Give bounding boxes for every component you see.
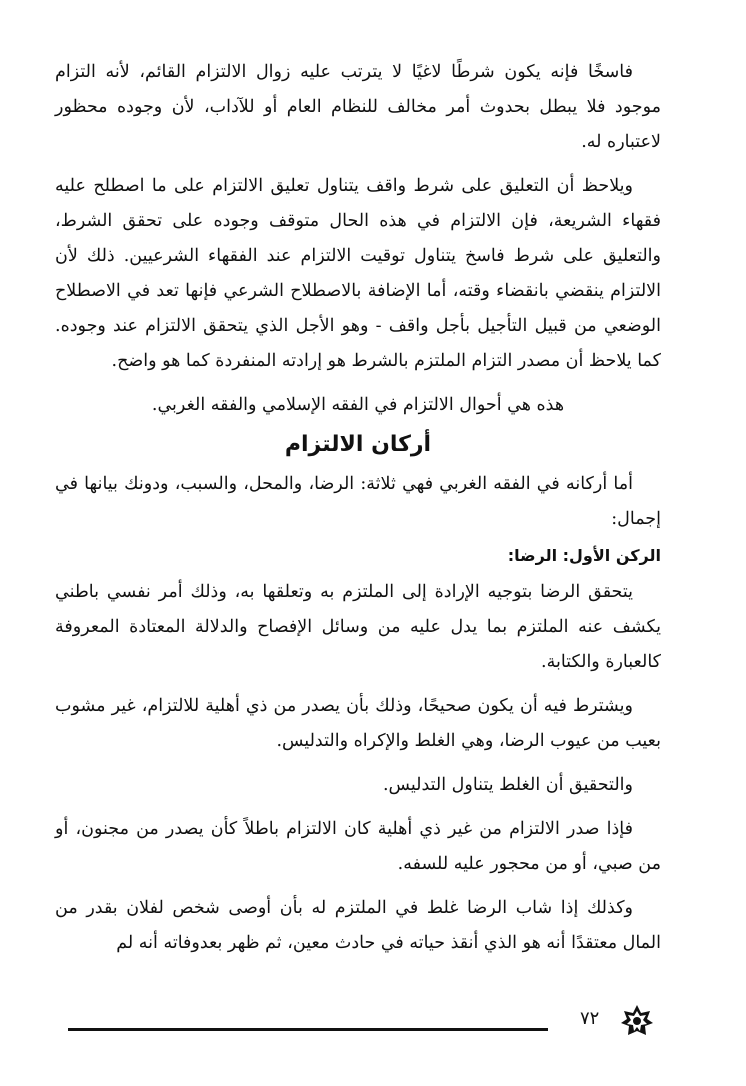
page-body [55, 55, 661, 970]
paragraph-5: يتحقق الرضا بتوجيه الإرادة إلى الملتزم به وتعلقها به، وذلك أمر نفسي باطني يكشف عنه الملتزم بما يدل عليه من وسائل الإفصاح والدلالة المعتادة المعروفة كالعبارة والكتابة. [55, 582, 661, 672]
footer-rule [68, 1028, 548, 1031]
paragraph-2: ويلاحظ أن التعليق على شرط واقف يتناول تعليق الالتزام على ما اصطلح عليه فقهاء الشريعة، فإن الالتزام في هذه الحال متوقف وجوده على تحقق الشرط، والتعليق على شرط فاسخ يتناول توقيت الالتزام عند الفقهاء الشرعيين. ذلك لأن الالتزام ينقضي بانقضاء وقته، أما الإضافة بالاصطلاح الشرعي فإنها تعد في الاصطلاح الوضعي من قبيل التأجيل بأجل واقف - وهو الأجل الذي يتحقق الالتزام عند وجوده. كما يلاحظ أن مصدر التزام الملتزم بالشرط هو إرادته المنفردة كما هو واضح. [55, 176, 662, 371]
star-ornament-icon [620, 1004, 654, 1038]
paragraph-8: فإذا صدر الالتزام من غير ذي أهلية كان الالتزام باطلاً كأن يصدر من مجنون، أو من صبي، أو من محجور عليه للسفه. [55, 819, 661, 874]
page-number: ٧٢ [580, 1008, 600, 1029]
paragraph-7: والتحقيق أن الغلط يتناول التدليس. [382, 775, 633, 795]
paragraph-6: ويشترط فيه أن يكون صحيحًا، وذلك بأن يصدر من ذي أهلية للالتزام، غير مشوب بعيب من عيوب الرضا، وهي الغلط والإكراه والتدليس. [55, 696, 661, 751]
paragraph-3: هذه هي أحوال الالتزام في الفقه الإسلامي والفقه الغربي. [151, 395, 565, 415]
subsection-heading: الركن الأول: الرضا: [507, 546, 661, 565]
paragraph-1: فاسخًا فإنه يكون شرطًا لاغيًا لا يترتب عليه زوال الالتزام القائم، لأنه التزام موجود فلا يبطل بحدوث أمر مخالف للنظام العام أو للآداب، لأن وجوده محظور لاعتباره له. [55, 62, 661, 152]
paragraph-4: أما أركانه في الفقه الغربي فهي ثلاثة: الرضا، والمحل، والسبب، ودونك بيانها في إجمال: [55, 474, 661, 529]
paragraph-9: وكذلك إذا شاب الرضا غلط في الملتزم له بأن أوصى شخص لفلان بقدر من المال معتقدًا أنه هو الذي أنقذ حياته في حادث معين، ثم ظهر بعدوفاته أنه لم [55, 898, 661, 953]
page-footer [60, 1004, 711, 1040]
section-heading: أركان الالتزام [284, 432, 432, 457]
